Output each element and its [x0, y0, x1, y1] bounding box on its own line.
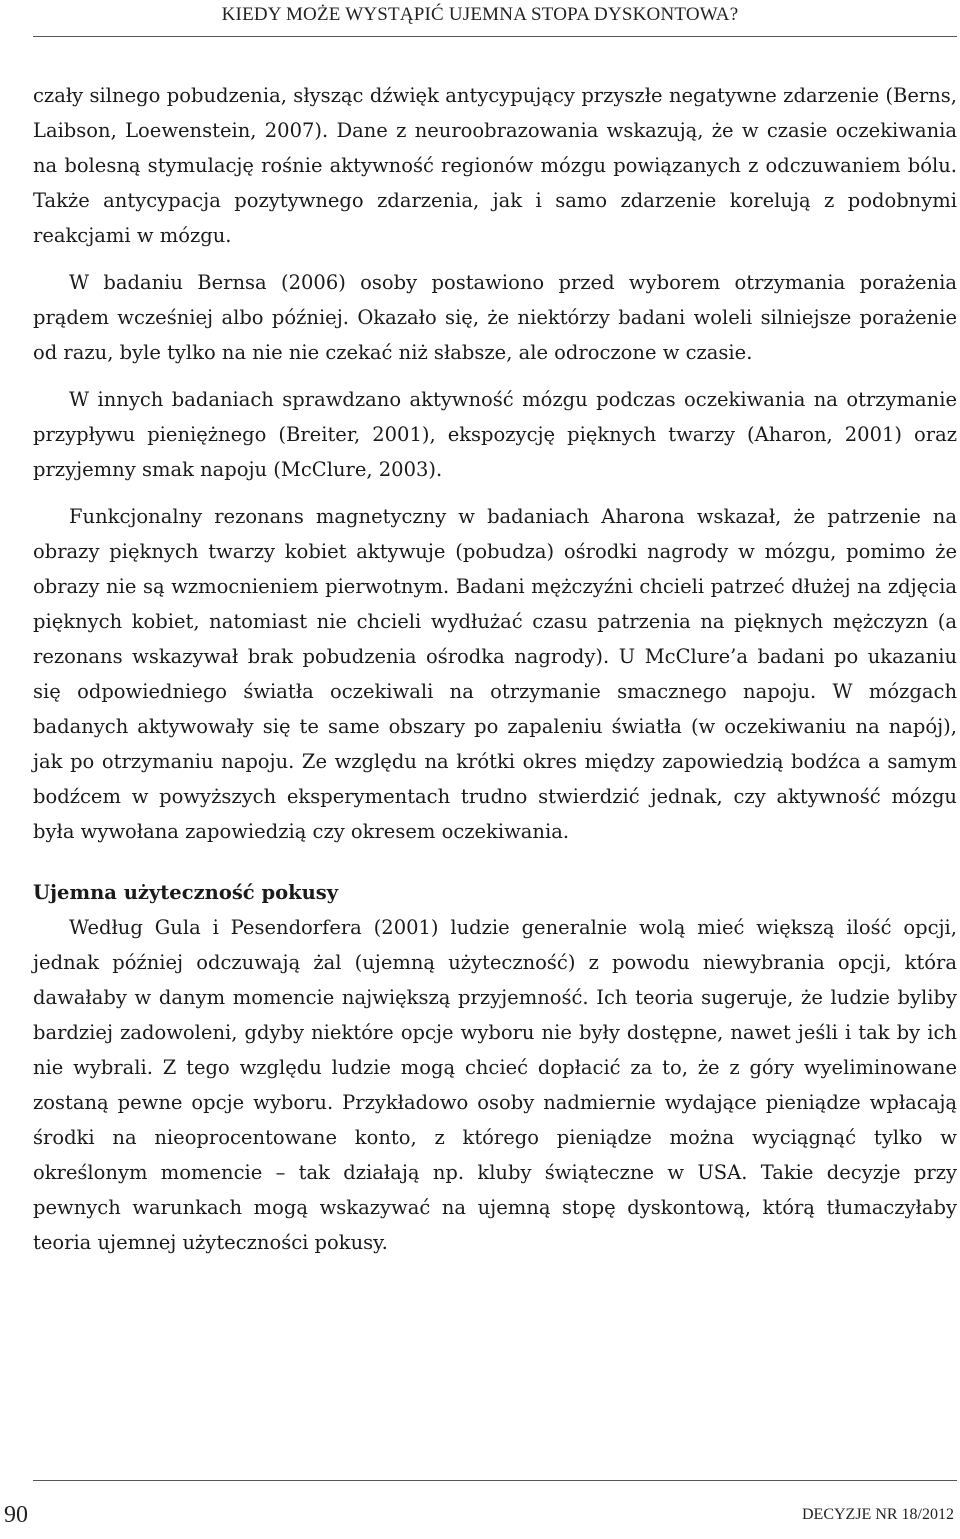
paragraph-other-studies: W innych badaniach sprawdzano aktywność mózgu podczas oczekiwania na otrzymanie przypływu pieniężnego (Breiter, 2001), ekspozycję pięknych twarzy (Aharon, 2001) oraz przyjemny smak napoju (McClure, 2003). [33, 388, 957, 481]
section-heading: Ujemna użyteczność pokusy [33, 881, 339, 904]
paragraph-temptation-utility: Według Gula i Pesendorfera (2001) ludzie generalnie wolą mieć większą ilość opcji, jednak później odczuwają żal (ujemną użyteczność) z powodu niewybrania opcji, która dawałaby w danym momencie największą przyjemność. Ich teoria sugeruje, że ludzie byliby bardziej zadowoleni, gdyby niektóre opcje wyboru nie były dostępne, nawet jeśli i tak by ich nie wybrali. Z tego względu ludzie mogą chcieć dopłacić za to, że z góry wyeliminowane zostaną pewne opcje wyboru. Przykładowo osoby nadmiernie wydające pieniądze wpłacają środki na nieoprocentowane konto, z którego pieniądze można wyciągnąć tylko w określonym momencie – tak działają np. kluby świąteczne w USA. Takie decyzje przy pewnych warunkach mogą wskazywać na ujemną stopę dyskontową, którą tłumaczyłaby teoria ujemnej użyteczności pokusy. [33, 916, 957, 1254]
article-body [33, 78, 957, 1260]
header-divider [33, 36, 957, 37]
page-number: 90 [4, 1502, 28, 1528]
paragraph-fmri-findings: Funkcjonalny rezonans magnetyczny w badaniach Aharona wskazał, że patrzenie na obrazy pięknych twarzy kobiet aktywuje (pobudza) ośrodki nagrody w mózgu, pomimo że obrazy nie są wzmocnieniem pierwotnym. Badani mężczyźni chcieli patrzeć dłużej na zdjęcia pięknych kobiet, natomiast nie chcieli wydłużać czasu patrzenia na pięknych mężczyzn (a rezonans wskazywał brak pobudzenia ośrodka nagrody). U McClure’a badani po ukazaniu się odpowiedniego światła oczekiwali na otrzymanie smacznego napoju. W mózgach badanych aktywowały się te same obszary po zapaleniu światła (w oczekiwaniu na napój), jak po otrzymaniu napoju. Ze względu na krótki okres między zapowiedzią bodźca a samym bodźcem w powyższych eksperymentach trudno stwierdzić jednak, czy aktywność mózgu była wywołana zapowiedzią czy okresem oczekiwania. [33, 505, 957, 843]
footer-divider [33, 1480, 957, 1481]
journal-footer: DECYZJE NR 18/2012 [802, 1506, 954, 1523]
paragraph-berns-study: W badaniu Bernsa (2006) osoby postawiono przed wyborem otrzymania porażenia prądem wcześniej albo później. Okazało się, że niektórzy badani woleli silniejsze porażenie od razu, byle tylko na nie nie czekać niż słabsze, ale odroczone w czasie. [33, 271, 957, 364]
paragraph-continued: czały silnego pobudzenia, słysząc dźwięk antycypujący przyszłe negatywne zdarzenie (Berns, Laibson, Loewenstein, 2007). Dane z neuroobrazowania wskazują, że w czasie oczekiwania na bolesną stymulację rośnie aktywność regionów mózgu powiązanych z odczuwaniem bólu. Także antycypacja pozytywnego zdarzenia, jak i samo zdarzenie korelują z podobnymi reakcjami w mózgu. [33, 84, 957, 247]
running-header: KIEDY MOŻE WYSTĄPIĆ UJEMNA STOPA DYSKONTOWA? [221, 4, 739, 25]
